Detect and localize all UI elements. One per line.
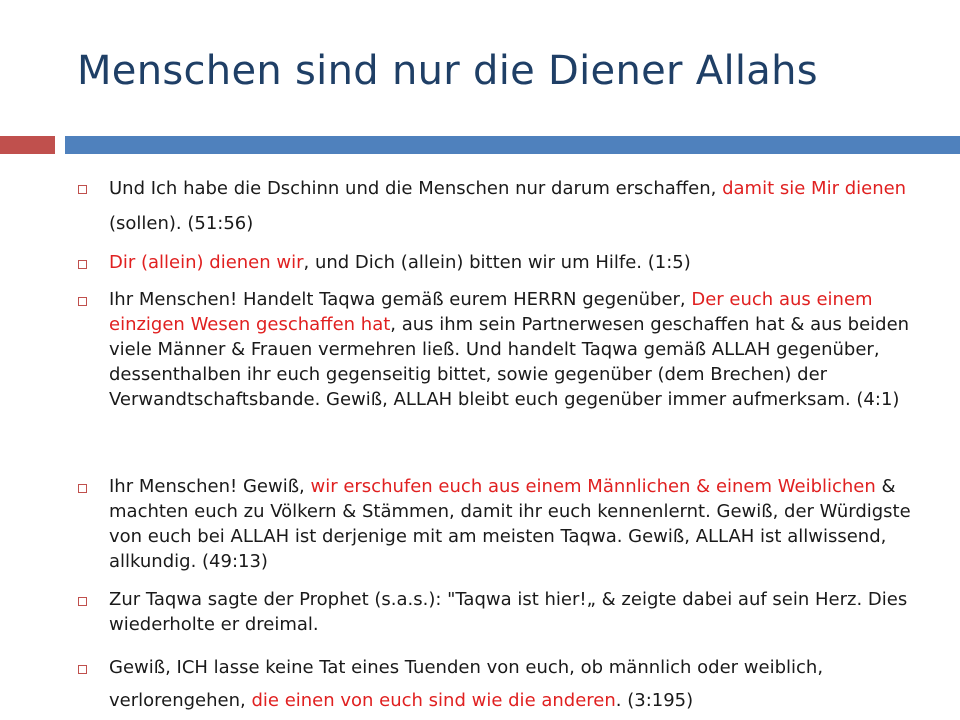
bullet-text-highlight: die einen von euch sind wie die anderen: [251, 690, 616, 711]
bullet-text-highlight: damit sie Mir dienen: [722, 178, 907, 199]
bullet-text-highlight: Der euch aus einem einzigen Wesen geschaffen hat: [109, 289, 873, 335]
bullet-text-run: Ihr Menschen! Handelt Taqwa gemäß eurem HERRN gegenüber,: [109, 289, 692, 310]
bullet-text: [109, 651, 924, 717]
bullet-text-run: & machten euch zu Völkern & Stämmen, damit ihr euch kennenlernt. Gewiß, der Würdigste von euch bei ALLAH ist derjenige mit am meisten Taqwa. Gewiß, ALLAH ist allwissend, allkundig. (49:13): [109, 476, 911, 572]
slide-title: Menschen sind nur die Diener Allahs: [77, 48, 818, 94]
bullet-text: [109, 474, 924, 574]
bullet-text-highlight: Dir (allein) dienen wir: [109, 252, 304, 273]
bullet-text: [109, 250, 924, 276]
bullet-text-run: , und Dich (allein) bitten wir um Hilfe. (1:5): [303, 252, 691, 273]
bullet-square-icon: [78, 297, 87, 306]
bullet-text-run: (sollen). (51:56): [109, 213, 254, 234]
bullet-text-run: . (3:195): [615, 690, 694, 711]
bullet-text-run: Gewiß, ICH lasse keine Tat eines Tuenden von euch, ob männlich oder weiblich, verlorengehen,: [109, 657, 824, 711]
title-accent-bar-blue: [65, 136, 960, 154]
bullet-text-run: Ihr Menschen! Gewiß,: [109, 476, 311, 497]
bullet-text-highlight: wir erschufen euch aus einem Männlichen & einem Weiblichen: [310, 476, 876, 497]
bullet-square-icon: [78, 185, 87, 194]
bullet-text-run: , aus ihm sein Partnerwesen geschaffen hat & aus beiden viele Männer & Frauen vermehren ließ. Und handelt Taqwa gemäß ALLAH gegenüber, dessenthalben ihr euch gegenseitig bittet, sowie gegenüber (dem Brechen) der Verwandtschaftsbande. Gewiß, ALLAH bleibt euch gegenüber immer aufmerksam. (4:1): [109, 314, 910, 410]
bullet-square-icon: [78, 484, 87, 493]
bullet-text: [109, 587, 924, 637]
bullet-square-icon: [78, 260, 87, 269]
bullet-text: [109, 171, 924, 241]
title-accent-bar-red: [0, 136, 55, 154]
bullet-text: [109, 287, 924, 412]
bullet-text-run: Zur Taqwa sagte der Prophet (s.a.s.): "Taqwa ist hier!„ & zeigte dabei auf sein Herz. Dies wiederholte er dreimal.: [109, 589, 908, 635]
bullet-square-icon: [78, 665, 87, 674]
bullet-square-icon: [78, 597, 87, 606]
bullet-text-run: Und Ich habe die Dschinn und die Menschen nur darum erschaffen,: [109, 178, 723, 199]
